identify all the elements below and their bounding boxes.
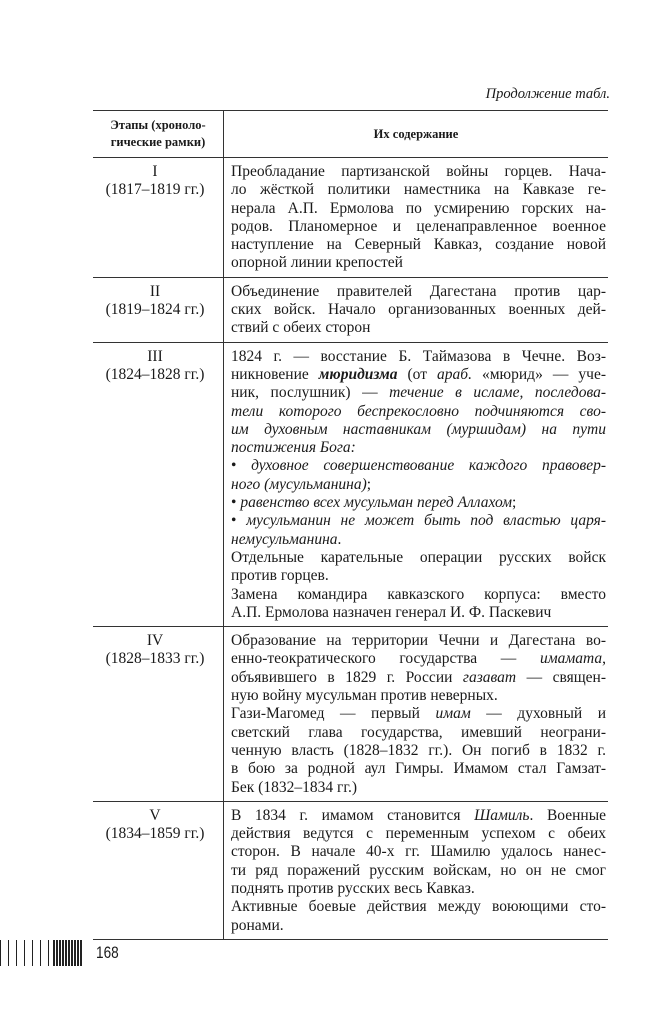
- text-line: [231, 366, 606, 384]
- emphasized-text: имамата: [539, 650, 603, 668]
- text-line: [231, 843, 606, 861]
- header-stages-line: Этапы (хроноло-: [110, 118, 206, 132]
- text-line: [231, 917, 606, 935]
- content-paragraph: [231, 348, 606, 458]
- text-segment: •: [231, 457, 252, 475]
- text-line: [231, 669, 606, 687]
- text-line: [231, 862, 606, 880]
- table-header-row: [93, 111, 608, 158]
- stage-years: (1819–1824 гг.): [105, 301, 205, 319]
- text-line: [231, 807, 606, 825]
- stage-cell: [93, 342, 224, 626]
- header-stages: [93, 111, 224, 158]
- text-line: [231, 880, 606, 898]
- text-line: [231, 421, 606, 439]
- emphasized-text: ного (мусульманина): [231, 475, 367, 493]
- text-segment: Объединение правителей Дагестана против цар-: [231, 282, 606, 300]
- emphasized-text: тели которого беспрекословно подчиняются сво-: [231, 402, 606, 420]
- text-segment: объявившего в 1829 г. России: [231, 668, 463, 686]
- emphasized-text: немусульманина: [231, 530, 338, 548]
- stage-cell: [93, 158, 224, 278]
- stage-content-cell: [224, 277, 609, 342]
- text-segment: енно-теократического государства —: [231, 650, 540, 668]
- text-line: [231, 705, 606, 723]
- stage-years: (1828–1833 гг.): [105, 650, 205, 668]
- text-segment: Бек (1832–1834 гг.): [231, 778, 357, 796]
- emphasized-text: постижения Бога:: [231, 439, 356, 457]
- text-segment: ских войск. Начало организованных военных дей-: [231, 301, 606, 319]
- emphasized-text: мусульманин не может быть под властью царя-: [246, 512, 606, 530]
- text-line: [231, 512, 606, 530]
- text-segment: светский глава государства, имевший неограни-: [231, 723, 606, 741]
- text-line: [231, 200, 606, 218]
- text-line: [231, 742, 606, 760]
- text-segment: ти ряд поражений русским войскам, но он не смог: [231, 861, 606, 879]
- stage-years: (1834–1859 гг.): [105, 825, 205, 843]
- header-content: Их содержание: [373, 126, 459, 141]
- text-line: [231, 439, 606, 457]
- text-segment: •: [231, 512, 247, 530]
- content-paragraph: [231, 163, 606, 273]
- table-row: [93, 277, 608, 342]
- content-paragraph: [231, 283, 606, 338]
- text-segment: •: [231, 494, 241, 512]
- text-segment: Образование на территории Чечни и Дагестана во-: [231, 632, 606, 650]
- emphasized-text: духовное совершенствование каждого правовер-: [251, 457, 606, 475]
- content-paragraph: [231, 705, 606, 796]
- text-line: [231, 218, 606, 236]
- content-paragraph: [231, 632, 606, 705]
- page-edge-barcode-decoration: [0, 940, 83, 966]
- text-segment: — священ-: [516, 668, 606, 686]
- text-segment: сторон. В начале 40-х гг. Шамилю удалось нанес-: [231, 843, 606, 861]
- text-line: [231, 632, 606, 650]
- stage-number: III: [147, 347, 163, 365]
- text-line: [231, 567, 606, 585]
- text-line: [231, 825, 606, 843]
- stage-content-cell: [224, 801, 609, 939]
- text-segment: нерала А.П. Ермолова по усмирению горских на-: [231, 199, 606, 217]
- text-segment: ,: [602, 650, 606, 668]
- emphasized-text: араб.: [437, 365, 472, 383]
- emphasized-text: Шамиль: [474, 806, 530, 824]
- stage-number: IV: [146, 632, 164, 650]
- text-line: [231, 236, 606, 254]
- text-line: [231, 604, 606, 622]
- stage-number: I: [152, 163, 158, 180]
- text-segment: Гази-Магомед — первый: [231, 705, 436, 723]
- stage-years: (1817–1819 гг.): [105, 181, 205, 199]
- content-paragraph: [231, 898, 606, 935]
- header-stages-line: гические рамки): [110, 135, 206, 149]
- text-line: [231, 319, 606, 337]
- table-continuation-label: Продолжение табл.: [485, 86, 610, 102]
- text-line: [231, 457, 606, 475]
- text-line: [231, 283, 606, 301]
- emphasized-text: им духовным наставникам (муршидам) на пути: [231, 420, 606, 438]
- text-line: [231, 494, 606, 512]
- text-segment: против горцев.: [231, 567, 329, 585]
- stage-content-cell: [224, 158, 609, 278]
- emphasized-text: мюридизма: [318, 365, 398, 383]
- text-segment: .: [337, 530, 342, 548]
- text-segment: Замена командира кавказского корпуса: вместо: [231, 585, 606, 603]
- text-segment: «мюрид» — уче-: [471, 365, 606, 383]
- stage-cell: [93, 801, 224, 939]
- text-segment: ную войну мусульман против неверных.: [231, 687, 498, 705]
- text-segment: ронами.: [231, 916, 284, 934]
- text-line: [231, 254, 606, 272]
- stage-content-cell: [224, 627, 609, 802]
- text-line: [231, 531, 606, 549]
- text-segment: поднять против русских весь Кавказ.: [231, 879, 475, 897]
- text-segment: в бою за родной аул Гимры. Имамом стал Гамзат-: [231, 760, 606, 778]
- text-segment: Преобладание партизанской войны горцев. Нача-: [231, 163, 606, 180]
- content-paragraph: [231, 494, 606, 512]
- text-line: [231, 724, 606, 742]
- emphasized-text: течение в исламе, последова-: [389, 384, 607, 402]
- text-segment: ;: [366, 475, 372, 493]
- stage-cell: [93, 627, 224, 802]
- emphasized-text: газават: [462, 668, 517, 686]
- text-segment: Отдельные карательные операции русских войск: [231, 548, 606, 566]
- text-line: [231, 181, 606, 199]
- text-line: [231, 760, 606, 778]
- stage-years: (1824–1828 гг.): [105, 365, 205, 383]
- text-segment: Активные боевые действия между воюющими сто-: [231, 898, 606, 916]
- table-row: [93, 801, 608, 939]
- stage-number: V: [149, 806, 161, 824]
- text-line: [231, 687, 606, 705]
- text-segment: опорной линии крепостей: [231, 254, 403, 272]
- text-segment: 1824 г. — восстание Б. Таймазова в Чечне. Воз-: [231, 347, 606, 365]
- stage-number: II: [149, 282, 161, 300]
- stage-cell: [93, 277, 224, 342]
- emphasized-text: равенство всех мусульман перед Аллахом: [240, 494, 513, 512]
- content-paragraph: [231, 586, 606, 623]
- content-paragraph: [231, 512, 606, 549]
- text-segment: А.П. Ермолова назначен генерал И. Ф. Паскевич: [231, 603, 552, 621]
- table-row: [93, 627, 608, 802]
- text-line: [231, 301, 606, 319]
- text-segment: ченную власть (1828–1832 гг.). Он погиб в 1832 г.: [231, 741, 606, 759]
- text-segment: — духовный и: [470, 705, 606, 723]
- text-line: [231, 779, 606, 797]
- content-paragraph: [231, 549, 606, 586]
- text-segment: действия ведутся с переменным успехом с обеих: [231, 825, 606, 843]
- table-row: [93, 158, 608, 278]
- text-segment: ствий с обеих сторон: [231, 319, 371, 337]
- text-line: [231, 586, 606, 604]
- text-line: [231, 898, 606, 916]
- table-row: [93, 342, 608, 626]
- text-segment: В 1834 г. имамом становится: [231, 806, 475, 824]
- page-number: 168: [96, 943, 119, 962]
- content-paragraph: [231, 457, 606, 494]
- text-segment: никновение: [231, 365, 319, 383]
- text-line: [231, 403, 606, 421]
- text-line: [231, 650, 606, 668]
- emphasized-text: имам: [435, 705, 471, 723]
- text-line: [231, 476, 606, 494]
- text-segment: . Военные: [529, 806, 606, 824]
- text-line: [231, 384, 606, 402]
- text-line: [231, 348, 606, 366]
- text-segment: ник, послушник) —: [231, 384, 390, 402]
- text-segment: ;: [512, 494, 517, 512]
- stage-content-cell: [224, 342, 609, 626]
- text-segment: наступление на Северный Кавказ, создание новой: [231, 236, 606, 254]
- text-segment: (от: [397, 365, 438, 383]
- text-segment: родов. Планомерное и целенаправленное военное: [231, 217, 606, 235]
- content-paragraph: [231, 807, 606, 898]
- text-line: [231, 163, 606, 181]
- text-line: [231, 549, 606, 567]
- text-segment: ло жёсткой политики наместника на Кавказе ге-: [231, 181, 606, 199]
- stages-table: [93, 110, 608, 940]
